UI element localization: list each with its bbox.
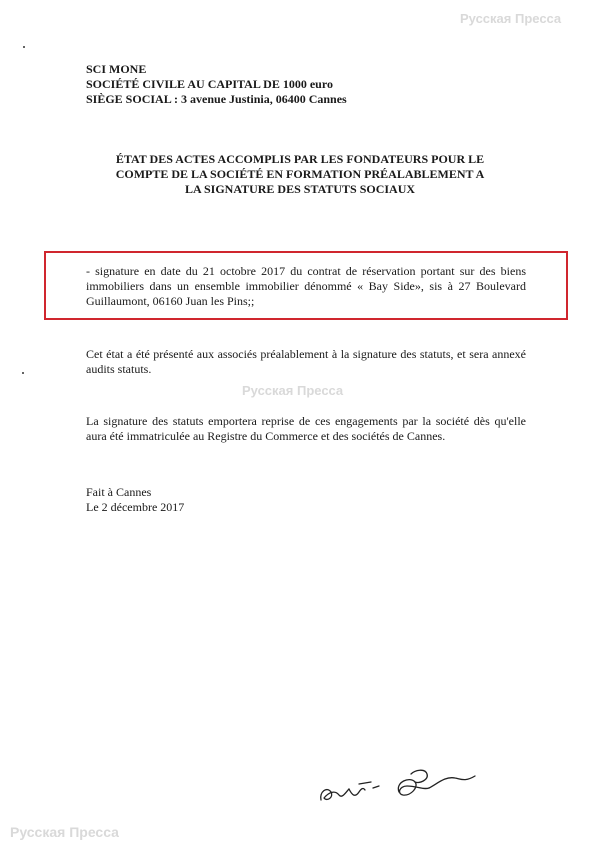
closing-block (86, 485, 184, 515)
document-title: ÉTAT DES ACTES ACCOMPLIS PAR LES FONDATEURS POUR LE COMPTE DE LA SOCIÉTÉ EN FORMATION PRÉALABLEMENT A LA SIGNATURE DES STATUTS SOCIAUX (115, 152, 485, 196)
closing-place: Fait à Cannes (86, 485, 152, 499)
watermark-bottom: Русская Пресса (10, 824, 119, 840)
paragraph-engagement: La signature des statuts emportera reprise de ces engagements par la société dès qu'elle aura été immatriculée au Registre du Commerce et des sociétés de Cannes. (86, 414, 526, 443)
handwritten-signature-icon (315, 762, 490, 807)
company-header (86, 62, 347, 107)
paragraph-presentation: Cet état a été présenté aux associés préalablement à la signature des statuts, et sera annexé audits statuts. (86, 347, 526, 376)
watermark-top: Русская Пресса (460, 11, 562, 26)
closing-date: Le 2 décembre 2017 (86, 500, 185, 514)
company-capital: SOCIÉTÉ CIVILE AU CAPITAL DE 1000 euro (86, 77, 333, 91)
watermark-middle: Русская Пресса (242, 383, 344, 398)
scan-speck (23, 46, 25, 48)
scan-speck (22, 372, 24, 374)
company-seat: SIÈGE SOCIAL : 3 avenue Justinia, 06400 Cannes (86, 92, 347, 106)
highlighted-paragraph: - signature en date du 21 octobre 2017 du contrat de réservation portant sur des biens immobiliers dans un ensemble immobilier dénommé « Bay Side», sis à 27 Boulevard Guillaumont, 06160 Juan les Pins;; (86, 264, 526, 308)
company-name: SCI MONE (86, 62, 147, 76)
